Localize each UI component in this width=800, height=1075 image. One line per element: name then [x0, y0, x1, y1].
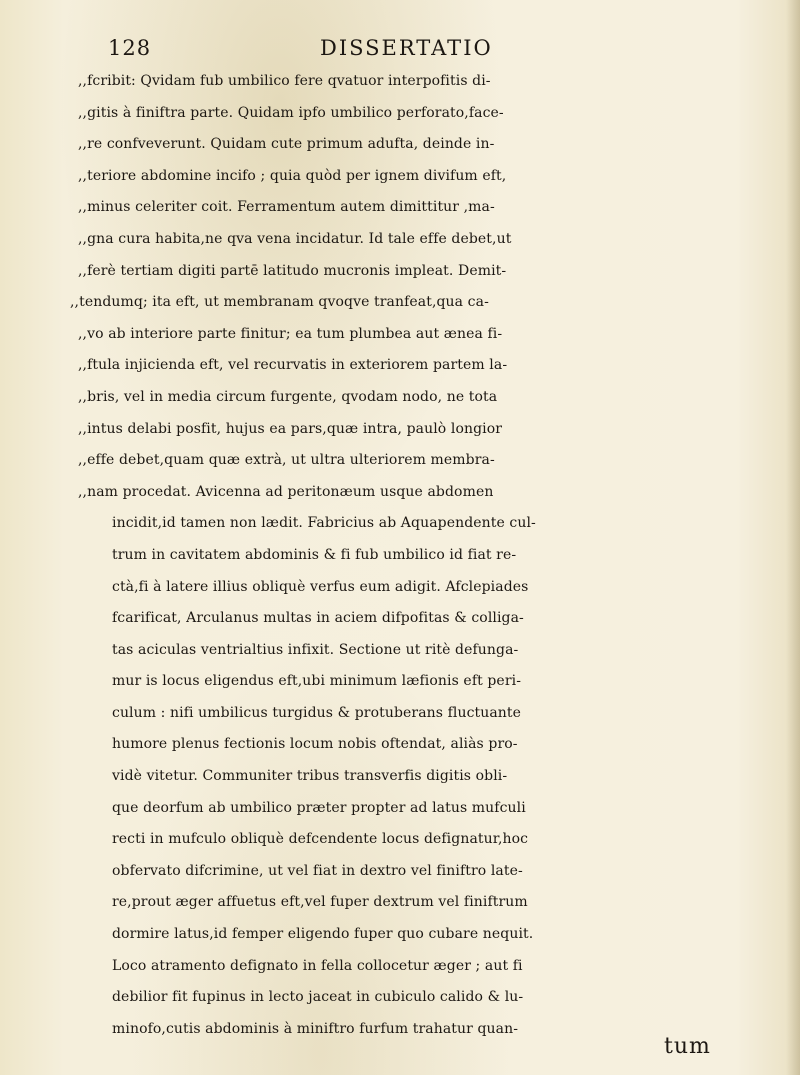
text-line: ,,vo ab interiore parte finitur; ea tum plumbea aut ænea fi-: [78, 325, 503, 342]
text-line: dormire latus,id femper eligendo fuper quo cubare nequit.: [112, 926, 534, 943]
text-line: Loco atramento defignato in fella collocetur æger ; aut fi: [112, 957, 523, 974]
text-line: ,,ferè tertiam digiti partē latitudo mucronis impleat. Demit-: [78, 262, 507, 279]
text-line: re,prout æger affuetus eft,vel fuper dextrum vel finiftrum: [112, 894, 528, 911]
text-line: culum : nifi umbilicus turgidus & protuberans fluctuante: [112, 704, 522, 721]
page-edge-shadow: [786, 0, 800, 1075]
text-line: ctà,fi à latere illius obliquè verfus eum adigit. Afclepiades: [112, 578, 529, 595]
text-line: ,,re confveverunt. Quidam cute primum adufta, deinde in-: [78, 136, 495, 153]
text-line: recti in mufculo obliquè defcendente locus defignatur,hoc: [112, 831, 529, 848]
text-line: debilior fit fupinus in lecto jaceat in cubiculo calido & lu-: [112, 989, 524, 1006]
text-line: fcarificat, Arculanus multas in aciem difpofitas & colliga-: [112, 610, 524, 627]
text-line: ,,intus delabi posfit, hujus ea pars,quæ intra, paulò longior: [78, 420, 503, 437]
text-line: mur is locus eligendus eft,ubi minimum læfionis eft peri-: [112, 673, 522, 690]
text-line: ,,fcribit: Qvidam fub umbilico fere qvatuor interpofitis di-: [78, 73, 491, 89]
text-line: obfervato difcrimine, ut vel fiat in dextro vel finiftro late-: [112, 862, 523, 879]
text-line: trum in cavitatem abdominis & fi fub umbilico id fiat re-: [112, 546, 517, 563]
text-line: ,,gitis à finiftra parte. Quidam ipfo umbilico perforato,face-: [78, 104, 504, 121]
text-line: ,,effe debet,quam quæ extrà, ut ultra ulteriorem membra-: [78, 452, 495, 469]
text-line: ,,teriore abdomine incifo ; quia quòd per ignem divifum eft,: [78, 167, 507, 184]
text-line: incidit,id tamen non lædit. Fabricius ab Aquapendente cul-: [112, 515, 536, 532]
text-line: ,,tendumq; ita eft, ut membranam qvoqve tranfeat,qua ca-: [70, 294, 489, 311]
text-line: vidè vitetur. Communiter tribus transverfis digitis obli-: [112, 768, 508, 785]
page-header: [108, 36, 680, 66]
body-text: [48, 66, 762, 1045]
text-line: ,,minus celeriter coit. Ferramentum autem dimittitur ,ma-: [78, 199, 495, 216]
text-line: humore plenus fectionis locum nobis oftendat, aliàs pro-: [112, 736, 518, 753]
text-line: ,,gna cura habita,ne qva vena incidatur. Id tale effe debet,ut: [78, 230, 512, 247]
text-line: ,,nam procedat. Avicenna ad peritonæum usque abdomen: [78, 483, 494, 500]
running-head: DISSERTATIO: [320, 36, 493, 60]
text-line: que deorfum ab umbilico præter propter ad latus mufculi: [112, 799, 526, 816]
text-line: minofo,cutis abdominis à miniftro furfum trahatur quan-: [112, 1020, 519, 1037]
catchword: tum: [664, 1034, 711, 1059]
page-number: 128: [108, 36, 152, 60]
text-line: ,,bris, vel in media circum furgente, qvodam nodo, ne tota: [78, 388, 498, 405]
text-line: tas aciculas ventrialtius infixit. Sectione ut ritè defunga-: [112, 641, 519, 658]
text-line: ,,ftula injicienda eft, vel recurvatis in exteriorem partem la-: [78, 357, 508, 374]
